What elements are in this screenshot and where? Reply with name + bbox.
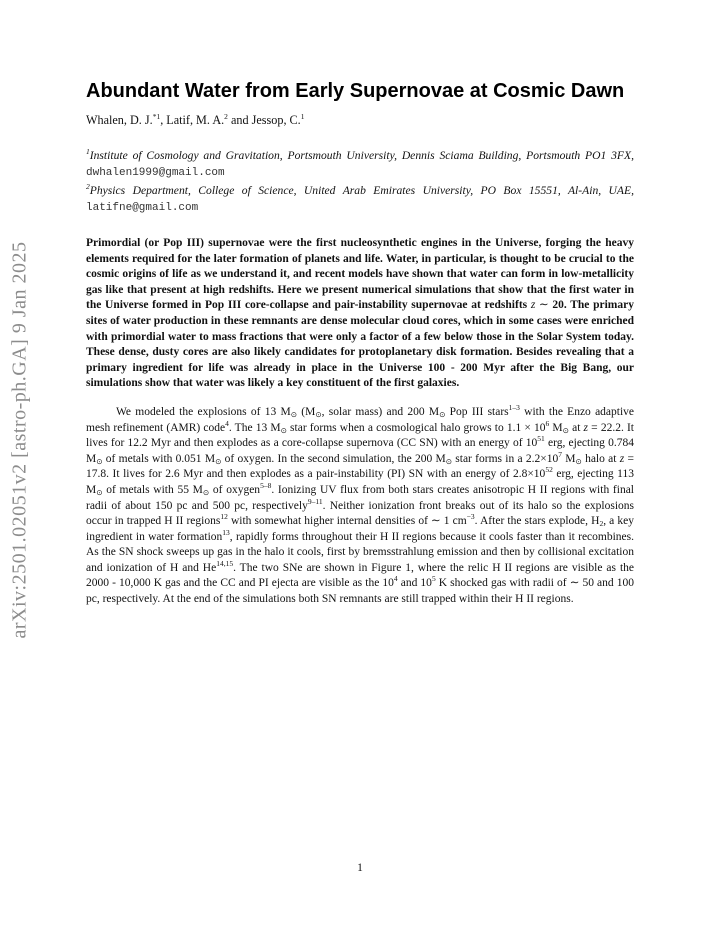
solar-symbol: ⊙ bbox=[562, 425, 569, 435]
text: , a key ingredient in water formation bbox=[86, 515, 634, 543]
solar-symbol: ⊙ bbox=[290, 409, 298, 419]
math-z: z bbox=[583, 421, 589, 434]
text: star forms in a 2.2×10 bbox=[452, 452, 559, 465]
paper-page bbox=[86, 78, 634, 608]
text: Pop III stars bbox=[445, 405, 509, 418]
citation[interactable]: 9–11 bbox=[307, 496, 323, 506]
text: K shocked gas with radii of ∼ 50 and 100 pc, respectively. At the end of the simulations both SN remnants are still trapped within their H II regions. bbox=[86, 577, 634, 606]
text: . After the stars explode, H bbox=[474, 515, 600, 528]
body-paragraph bbox=[86, 402, 635, 608]
text: with the Enzo adaptive mesh refinement (AMR) code bbox=[86, 405, 635, 434]
text: . The two SNe are shown in Figure 1, where the relic H II regions are visible as the 2000 - 10,000 K gas and the CC and PI ejecta are visible as the 10 bbox=[86, 561, 634, 590]
solar-symbol: ⊙ bbox=[96, 456, 103, 466]
exponent: 7 bbox=[558, 449, 562, 459]
text: , rapidly forms throughout their H II regions because it cools faster than it recombines. As the SN shock sweeps up gas in the halo it cools, first by bremsstrahlung emission and then by collisional excitation and ionization of H and He bbox=[86, 530, 634, 574]
citation[interactable]: 12 bbox=[220, 512, 228, 522]
author-mark: 1 bbox=[300, 112, 305, 121]
author-mark: *1 bbox=[152, 112, 161, 121]
author-name: Latif, M. A. bbox=[166, 113, 225, 127]
text: (M bbox=[297, 405, 316, 418]
arxiv-id: arXiv:2501.02051v2 [astro-ph.GA] 9 Jan 2025 bbox=[8, 241, 31, 639]
affiliation-text: Physics Department, College of Science, United Arab Emirates University, PO Box 15551, Al-Ain, UAE, bbox=[89, 184, 634, 197]
affiliation-list bbox=[86, 148, 634, 216]
text: = 22.2. It lives for 12.2 Myr and then explodes as a core-collapse supernova (CC SN) with an energy of 10 bbox=[86, 421, 634, 450]
citation[interactable]: 4 bbox=[225, 418, 229, 428]
exponent: 6 bbox=[545, 418, 550, 428]
citation[interactable]: 14,15 bbox=[216, 558, 234, 568]
paper-title: Abundant Water from Early Supernovae at Cosmic Dawn bbox=[86, 80, 625, 102]
page-number: 1 bbox=[357, 862, 363, 874]
abstract bbox=[86, 236, 634, 392]
abstract-text: Primordial (or Pop III) supernovae were the first nucleosynthetic engines in the Universe, forging the heavy elements required for the later formation of planets and life. Water, in particular, is thought to be crucial to the cosmic origins of life as we understand it, and recent models have shown that water can form in low-metallicity gas like that present at high redshifts. Here we present numerical simulations that show that the first water in the Universe formed in Pop III core-collapse and pair-instability supernovae at redshifts bbox=[86, 237, 634, 312]
text: of metals with 0.051 M bbox=[102, 452, 216, 465]
text: of oxygen. In the second simulation, the 200 M bbox=[221, 452, 446, 465]
text: . Ionizing UV flux from both stars creates anisotropic H II regions with final radii of about 150 pc and 500 pc, respectively bbox=[86, 483, 634, 512]
math-z: z bbox=[619, 452, 625, 465]
subscript: 2 bbox=[599, 519, 604, 529]
author-separator: , bbox=[160, 113, 167, 127]
text: of metals with 55 M bbox=[102, 483, 203, 496]
exponent: 5 bbox=[431, 574, 436, 584]
solar-symbol: ⊙ bbox=[315, 409, 322, 419]
author-name: Jessop, C. bbox=[251, 113, 301, 127]
text: with somewhat higher internal densities of ∼ 1 cm bbox=[227, 515, 467, 528]
text: erg, ejecting 0.784 M bbox=[86, 437, 635, 465]
affiliation-mark: 2 bbox=[86, 182, 90, 191]
solar-symbol: ⊙ bbox=[96, 487, 103, 497]
text: = 17.8. It lives for 2.6 Myr and then explodes as a pair-instability (PI) SN with an energy of 2.8×10 bbox=[86, 452, 634, 481]
solar-symbol: ⊙ bbox=[445, 456, 452, 466]
email-link[interactable]: dwhalen1999@gmail.com bbox=[86, 167, 225, 179]
text: M bbox=[549, 421, 563, 434]
text: star forms when a cosmological halo grows to 1.1 × 10 bbox=[286, 421, 546, 434]
author-list bbox=[86, 112, 634, 128]
text: M bbox=[561, 452, 576, 465]
solar-symbol: ⊙ bbox=[439, 409, 446, 419]
affiliation-mark: 1 bbox=[86, 147, 90, 156]
exponent: −3 bbox=[466, 512, 475, 522]
text: erg, ejecting 113 M bbox=[86, 468, 634, 496]
text: . Neither ionization front breaks out of its halo so the explosions occur in trapped H II regions bbox=[86, 499, 634, 528]
text: . The 13 M bbox=[228, 421, 281, 434]
author-name: Whalen, D. J. bbox=[86, 113, 153, 127]
abstract-text: 20. The primary sites of water production in these remnants are dense molecular cloud cores, which in some cases were enriched with primordial water to mass fractions that were only a factor of a few below those in the Solar System today. These dense, dusty cores are also likely candidates for protoplanetary disk formation. Besides revealing that a primary ingredient for life was already in place in the Universe 100 - 200 Myr after the Big Bang, our simulations show that water was likely a key constituent of the first galaxies. bbox=[86, 299, 634, 390]
text: at bbox=[568, 421, 584, 434]
text: halo at bbox=[581, 452, 620, 465]
solar-symbol: ⊙ bbox=[215, 456, 222, 466]
author-mark: 2 bbox=[224, 112, 228, 121]
solar-symbol: ⊙ bbox=[575, 456, 582, 466]
citation[interactable]: 5–8 bbox=[260, 480, 272, 490]
text: , solar mass) and 200 M bbox=[321, 405, 440, 418]
citation[interactable]: 1–3 bbox=[508, 402, 520, 412]
citation[interactable]: 13 bbox=[222, 527, 230, 537]
text: We modeled the explosions of 13 M bbox=[116, 405, 291, 418]
email-link[interactable]: latifne@gmail.com bbox=[86, 202, 199, 214]
solar-symbol: ⊙ bbox=[280, 425, 287, 435]
exponent: 4 bbox=[393, 574, 398, 584]
affiliation bbox=[86, 183, 634, 216]
exponent: 52 bbox=[545, 465, 553, 475]
exponent: 51 bbox=[537, 434, 545, 444]
affiliation bbox=[86, 148, 634, 181]
math-sim: ∼ bbox=[535, 299, 553, 312]
text: and 10 bbox=[397, 577, 432, 590]
author-separator: and bbox=[227, 113, 252, 127]
text: of oxygen bbox=[209, 483, 261, 496]
solar-symbol: ⊙ bbox=[202, 487, 210, 497]
affiliation-text: Institute of Cosmology and Gravitation, Portsmouth University, Dennis Sciama Building, Portsmouth PO1 3FX, bbox=[89, 149, 634, 162]
math-z: z bbox=[530, 299, 536, 312]
